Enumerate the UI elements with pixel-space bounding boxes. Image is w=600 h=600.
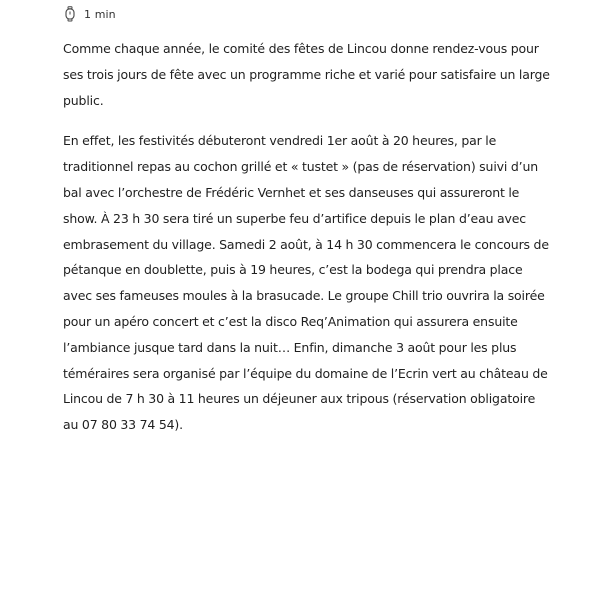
reading-time — [63, 6, 116, 22]
article-body — [63, 36, 553, 453]
stopwatch-icon — [63, 6, 77, 22]
article-paragraph: Comme chaque année, le comité des fêtes de Lincou donne rendez-vous pour ses trois jours de fête avec un programme riche et varié pour satisfaire un large public. — [63, 41, 550, 108]
read-time-label: 1 min — [84, 7, 116, 21]
article-paragraph: En effet, les festivités débuteront vendredi 1er août à 20 heures, par le traditionnel repas au cochon grillé et « tustet » (pas de réservation) suivi d’un bal avec l’orchestre de Frédéric Vernhet et ses danseuses qui assureront le show. À 23 h 30 sera tiré un superbe feu d’artifice depuis le plan d’eau avec embrasement du village. Samedi 2 août, à 14 h 30 commencera le concours de pétanque en doublette, puis à 19 heures, c’est la bodega qui prendra place avec ses fameuses moules à la brasucade. Le groupe Chill trio ouvrira la soirée pour un apéro concert et c’est la disco Req’Animation qui assurera ensuite l’ambiance jusque tard dans la nuit… Enfin, dimanche 3 août pour les plus téméraires sera organisé par l’équipe du domaine de l’Ecrin vert au château de Lincou de 7 h 30 à 11 heures un déjeuner aux tripous (réservation obligatoire au 07 80 33 74 54). — [63, 133, 549, 433]
